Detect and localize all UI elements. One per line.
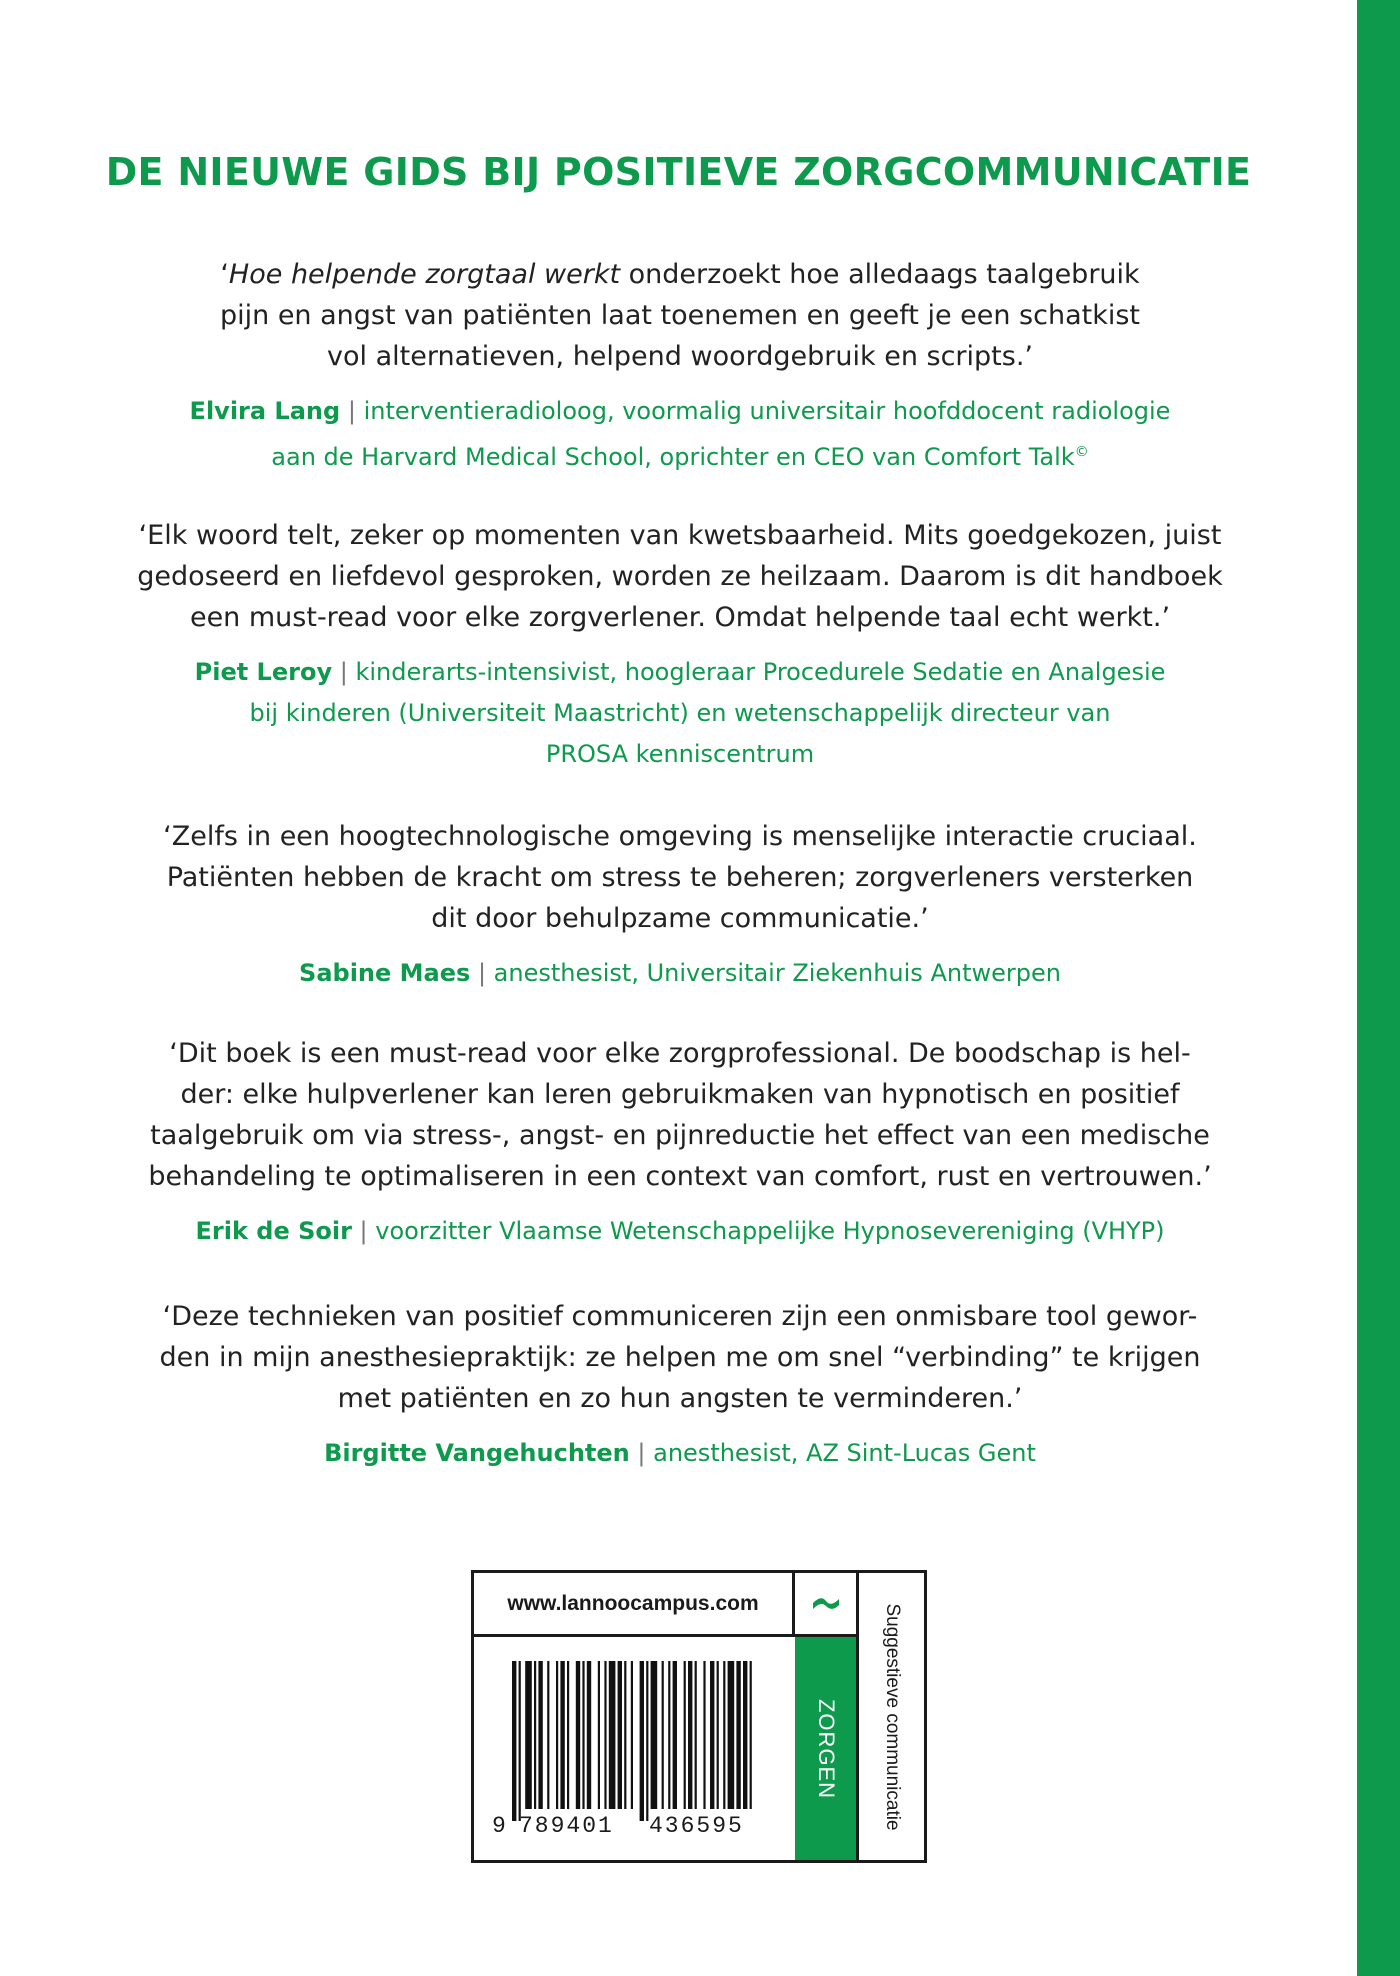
barcode-bar — [684, 1661, 686, 1809]
quote-line-1: ‘Elk woord telt, zeker op momenten van kwetsbaarheid. Mits goedgekozen, juist — [138, 520, 1222, 551]
separator: | — [347, 397, 356, 425]
barcode-bar — [646, 1661, 648, 1821]
barcode-bar — [560, 1661, 564, 1809]
barcode-cell — [474, 1637, 795, 1860]
barcode-bar — [534, 1661, 536, 1809]
quote-line-2: den in mijn anesthesiepraktijk: ze helpen me om snel “verbinding” te krijgen — [159, 1342, 1201, 1373]
quote-text — [130, 1296, 1230, 1419]
barcode-bar — [567, 1661, 569, 1809]
barcode-bar — [743, 1661, 747, 1809]
barcode-bar — [556, 1661, 558, 1809]
author-role-line-3: PROSA kenniscentrum — [545, 740, 815, 768]
barcode-bar — [624, 1661, 626, 1809]
quote-line-3: met patiënten en zo hun angsten te verminderen.’ — [337, 1383, 1023, 1414]
barcode-bar — [525, 1661, 532, 1809]
subject-label: Suggestieve communicatie — [881, 1602, 903, 1831]
barcode-bar — [673, 1661, 677, 1809]
quote-attribution — [130, 953, 1230, 994]
barcode-bar — [668, 1661, 670, 1809]
barcode-bar — [512, 1661, 516, 1821]
barcode-bar — [640, 1661, 644, 1821]
barcode-bar — [717, 1661, 719, 1809]
quote-attribution — [130, 391, 1230, 478]
book-title-italic: Hoe helpende zorgtaal werkt — [228, 259, 621, 290]
quote-text — [130, 816, 1230, 939]
author-name: Piet Leroy — [194, 658, 333, 686]
author-role-line-1: anesthesist, Universitair Ziekenhuis Antwerpen — [493, 959, 1061, 987]
quote-line-1: ‘Zelfs in een hoogtechnologische omgeving is menselijke interactie cruciaal. — [163, 821, 1197, 852]
barcode-bar — [587, 1661, 591, 1809]
quote-block — [130, 515, 1230, 775]
barcode-bar — [651, 1661, 658, 1809]
quote-line-3: vol alternatieven, helpend woordgebruik en scripts.’ — [327, 341, 1033, 372]
barcode-bar — [662, 1661, 664, 1809]
separator: | — [637, 1439, 646, 1467]
barcode-bar — [598, 1661, 600, 1809]
isbn-lead-digit: 9 — [492, 1813, 506, 1839]
author-name: Elvira Lang — [189, 397, 341, 425]
quote-line-3: taalgebruik om via stress-, angst- en pijnreductie het effect van een medische — [150, 1120, 1210, 1151]
author-role-line-1: interventieradioloog, voormalig universitair hoofddocent radiologie — [363, 397, 1171, 425]
publisher-barcode-box — [471, 1570, 927, 1863]
isbn-group-2: 436595 — [649, 1813, 744, 1839]
author-name: Erik de Soir — [195, 1217, 352, 1245]
quote-text — [130, 254, 1230, 377]
quote-line-3: een must-read voor elke zorgverlener. Omdat helpende taal echt werkt.’ — [189, 602, 1171, 633]
barcode-bar — [609, 1661, 616, 1809]
quote-text — [130, 1033, 1230, 1197]
barcode-bar — [750, 1661, 752, 1809]
separator: | — [477, 959, 487, 987]
barcode-bar — [576, 1661, 580, 1809]
barcode-bar — [631, 1661, 633, 1809]
barcode-bar — [538, 1661, 542, 1809]
barcode-bar — [519, 1661, 521, 1821]
quote-block — [130, 1296, 1230, 1474]
quote-block — [130, 816, 1230, 994]
quote-line-1: ‘Dit boek is een must-read voor elke zorgprofessional. De boodschap is hel- — [169, 1038, 1191, 1069]
separator: | — [339, 658, 348, 686]
barcode-bar — [728, 1661, 735, 1809]
quote-attribution — [130, 1211, 1230, 1252]
quote-open-mark: ‘ — [220, 259, 229, 290]
category-label: ZORGEN — [813, 1698, 839, 1799]
quote-line-3: dit door behulpzame communicatie.’ — [431, 903, 929, 934]
isbn-group-1: 789401 — [519, 1813, 614, 1839]
isbn-barcode — [512, 1661, 752, 1821]
quote-line-4: behandeling te optimaliseren in een context van comfort, rust en vertrouwen.’ — [148, 1161, 1212, 1192]
quote-line-1: ‘Deze technieken van positief communiceren zijn een onmisbare tool gewor- — [162, 1301, 1198, 1332]
quote-line-2: pijn en angst van patiënten laat toenemen en geeft je een schatkist — [219, 300, 1141, 331]
author-role-line-1: voorzitter Vlaamse Wetenschappelijke Hypnosevereniging (VHYP) — [375, 1217, 1165, 1245]
author-role-line-2: bij kinderen (Universiteit Maastricht) en wetenschappelijk directeur van — [249, 699, 1111, 727]
quote-line-2: Patiënten hebben de kracht om stress te beheren; zorgverleners versterken — [166, 862, 1194, 893]
publisher-url[interactable]: www.lannoocampus.com — [474, 1573, 795, 1637]
author-role-line-1: anesthesist, AZ Sint-Lucas Gent — [653, 1439, 1036, 1467]
author-name: Sabine Maes — [299, 959, 471, 987]
quote-line-1-rest: onderzoekt hoe alledaags taalgebruik — [620, 259, 1140, 290]
headline: DE NIEUWE GIDS BIJ POSITIEVE ZORGCOMMUNICATIE — [105, 150, 1252, 194]
quote-line-1 — [130, 254, 1230, 295]
quote-attribution — [130, 1433, 1230, 1474]
barcode-bar — [618, 1661, 622, 1809]
copyright-mark: © — [1074, 444, 1089, 460]
quote-block — [130, 254, 1230, 478]
subject-label-cell — [859, 1573, 924, 1860]
lannoo-wave-logo-icon — [811, 1594, 841, 1614]
separator: | — [359, 1217, 368, 1245]
barcode-bar — [582, 1661, 584, 1809]
quote-line-2: gedoseerd en liefdevol gesproken, worden ze heilzaam. Daarom is dit handboek — [137, 561, 1223, 592]
author-role-line-1: kinderarts-intensivist, hoogleraar Procedurele Sedatie en Analgesie — [355, 658, 1166, 686]
quote-line-2: der: elke hulpverlener kan leren gebruikmaken van hypnotisch en positief — [180, 1079, 1180, 1110]
author-role-line-2: aan de Harvard Medical School, oprichter en CEO van Comfort Talk — [271, 443, 1075, 471]
barcode-bar — [736, 1661, 740, 1809]
barcode-bar — [723, 1661, 725, 1809]
quote-text — [130, 515, 1230, 638]
publisher-logo-cell — [795, 1573, 859, 1637]
category-label-cell — [795, 1637, 859, 1860]
quote-block — [130, 1033, 1230, 1252]
barcode-bar — [547, 1661, 549, 1809]
barcode-bar — [703, 1661, 705, 1809]
barcode-bar — [695, 1661, 697, 1809]
barcode-bar — [688, 1661, 692, 1809]
author-name: Birgitte Vangehuchten — [324, 1439, 630, 1467]
quote-attribution — [130, 652, 1230, 775]
barcode-bar — [604, 1661, 606, 1809]
green-spine-stripe — [1357, 0, 1400, 1976]
barcode-bar — [710, 1661, 714, 1809]
